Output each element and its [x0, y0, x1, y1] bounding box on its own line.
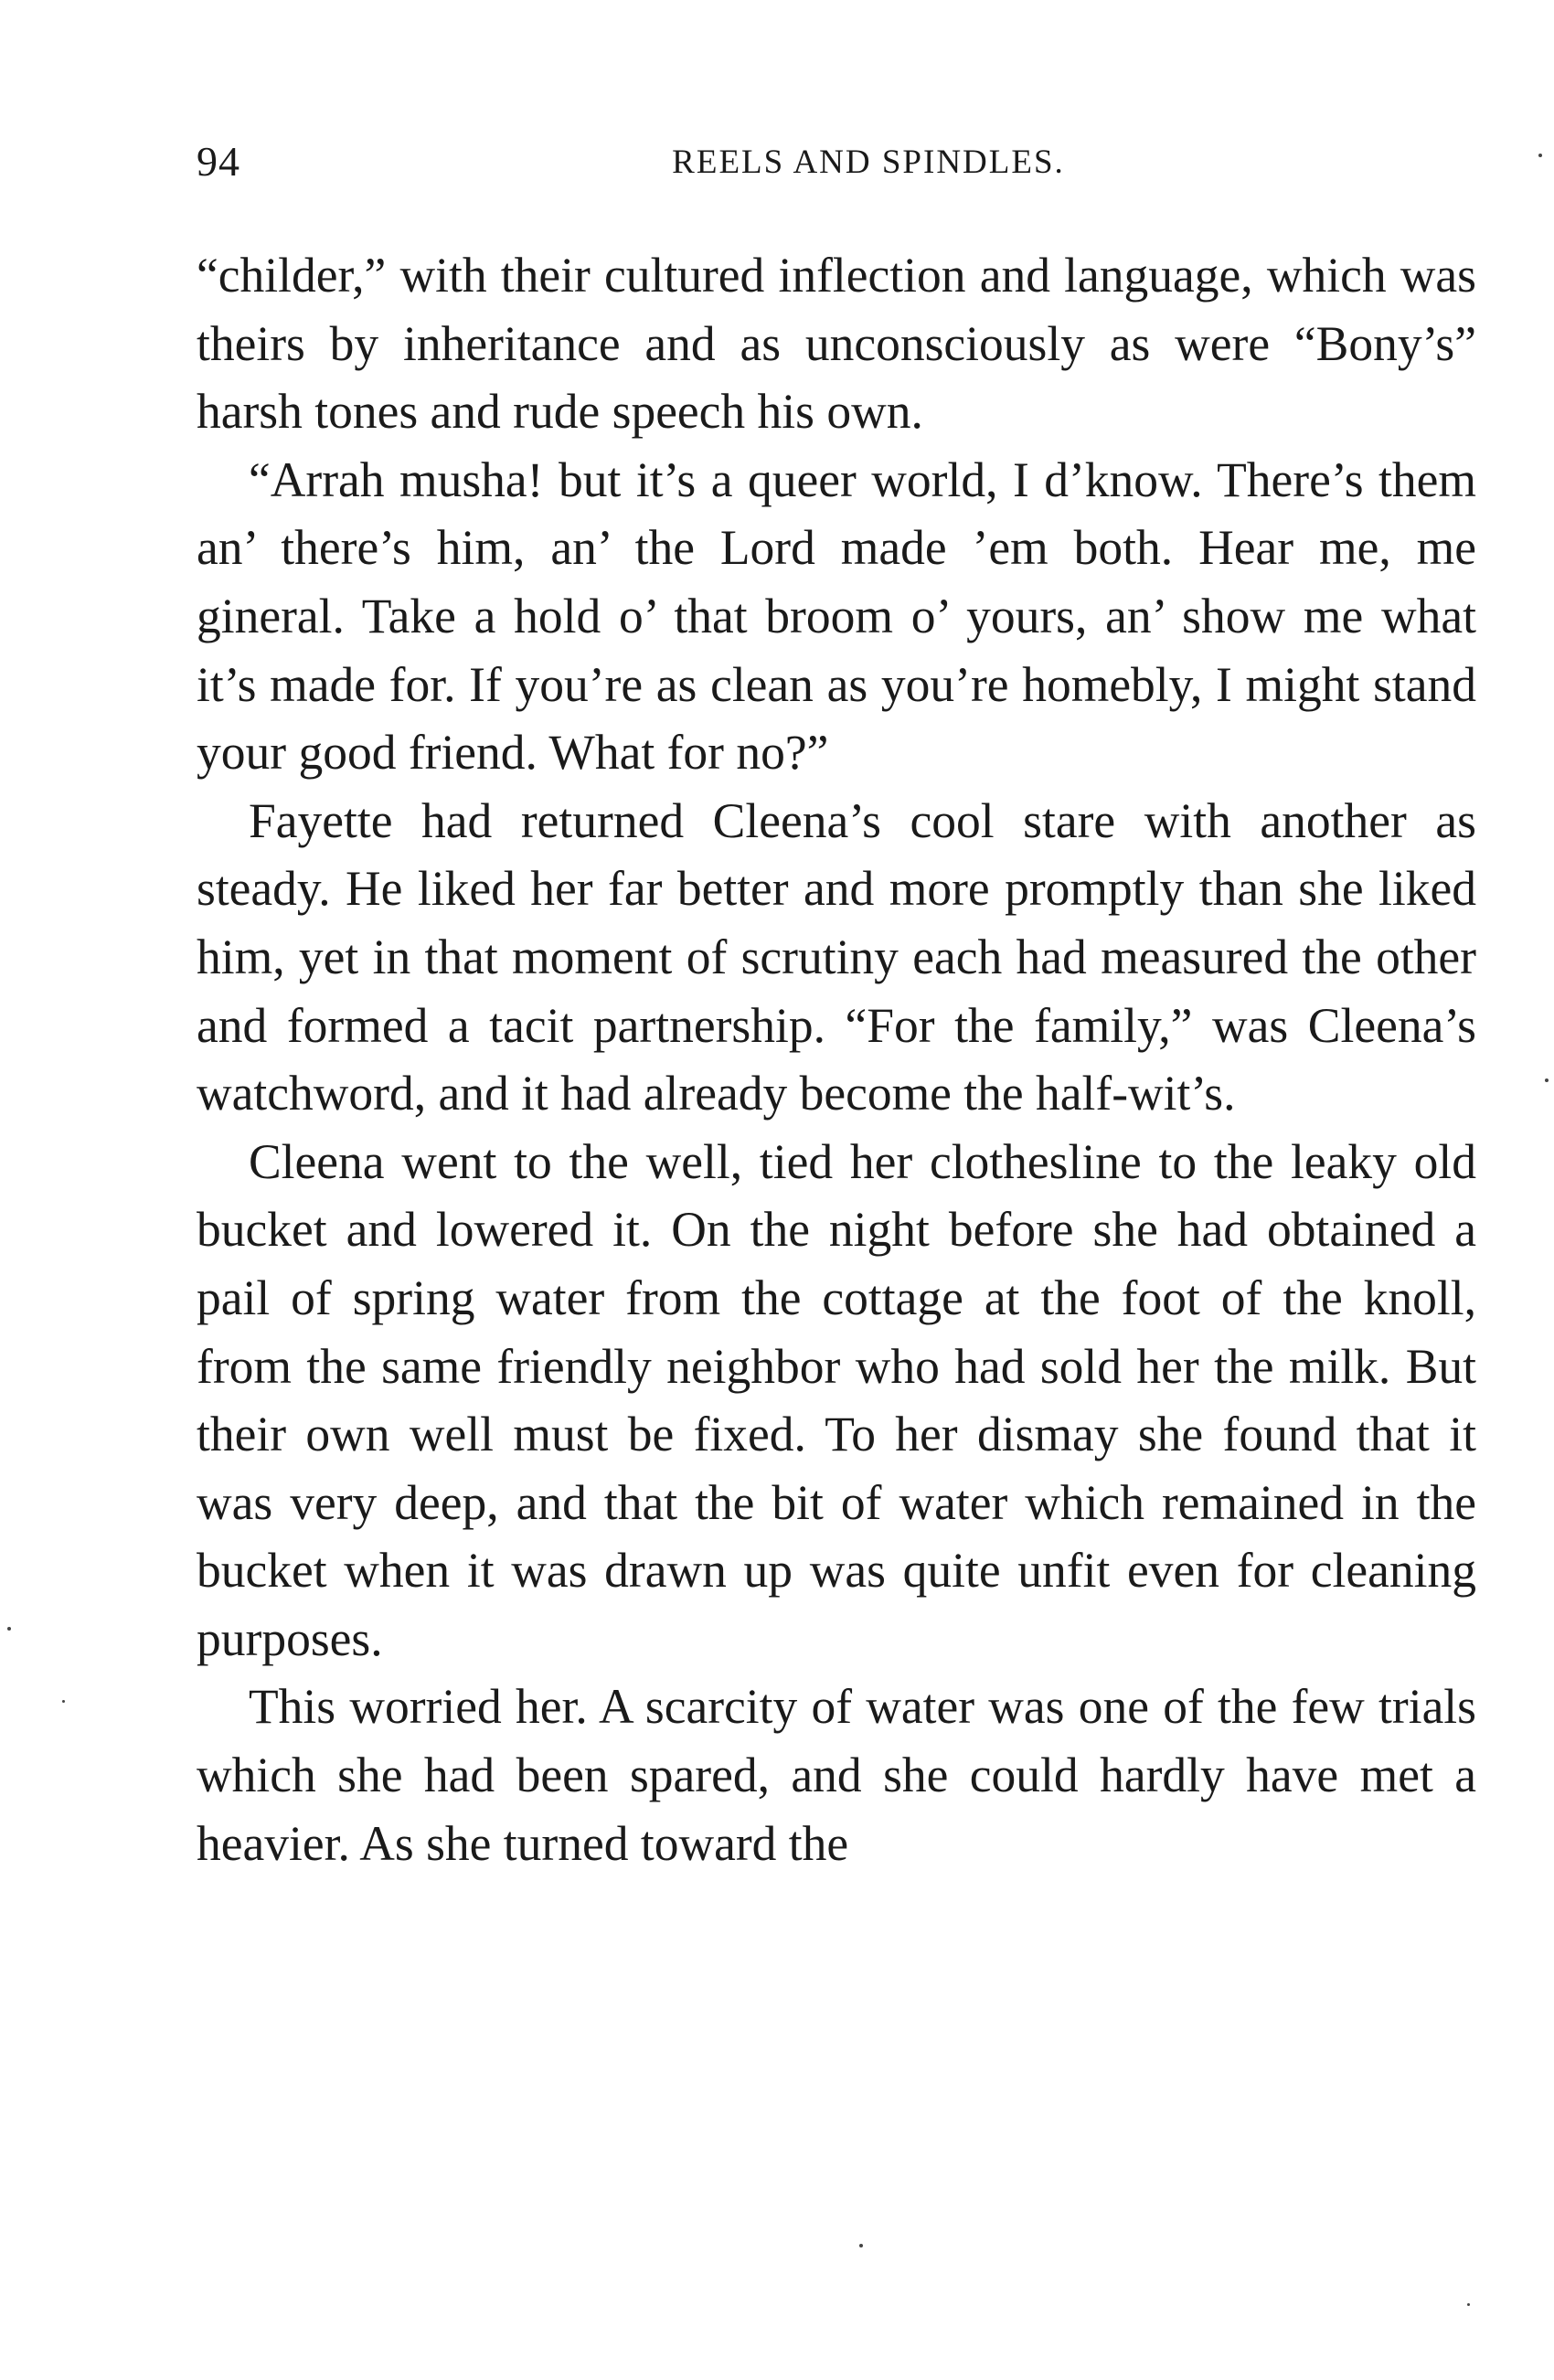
page-header — [197, 137, 1485, 192]
paragraph-continued: “childer,” with their cultured inflection and language, which was theirs by inheritance and as unconsciously as were “Bony’s” harsh tones and rude speech his own. — [197, 248, 1476, 440]
scan-speck — [1538, 154, 1542, 157]
scan-speck — [62, 1700, 65, 1703]
running-head: REELS AND SPINDLES. — [672, 143, 1065, 181]
scan-speck — [1545, 1078, 1549, 1082]
paragraph: This worried her. A scarcity of water was one of the few trials which she had been spared, and she could hardly have met a heavier. As she turned toward the — [197, 1679, 1476, 1871]
scan-speck — [7, 1627, 11, 1631]
paragraph: Cleena went to the well, tied her clothesline to the leaky old bucket and lowered it. On the night before she had obtained a pail of spring water from the cottage at the foot of the knoll, from the same friendly neighbor who had sold her the milk. But their own well must be fixed. To her dismay she found that it was very deep, and that the bit of water which remained in the bucket when it was drawn up was quite unfit even for cleaning purposes. — [197, 1133, 1476, 1666]
body-text — [197, 241, 1476, 1877]
paragraph: Fayette had returned Cleena’s cool stare with another as steady. He liked her far better and more promptly than she liked him, yet in that moment of scrutiny each had measured the other and formed a tacit partnership. “For the family,” was Cleena’s watchword, and it had already become the half-wit’s. — [197, 792, 1476, 1121]
page-number: 94 — [197, 138, 240, 185]
scan-speck — [859, 2244, 863, 2247]
paragraph: “Arrah musha! but it’s a queer world, I d’know. There’s them an’ there’s him, an’ the Lord made ’em both. Hear me, me gineral. Take a hold o’ that broom o’ yours, an’ show me what it’s made for. If you’re as clean as you’re homebly, I might stand your good friend. What for no?” — [197, 452, 1476, 781]
scan-speck — [1467, 2303, 1470, 2306]
